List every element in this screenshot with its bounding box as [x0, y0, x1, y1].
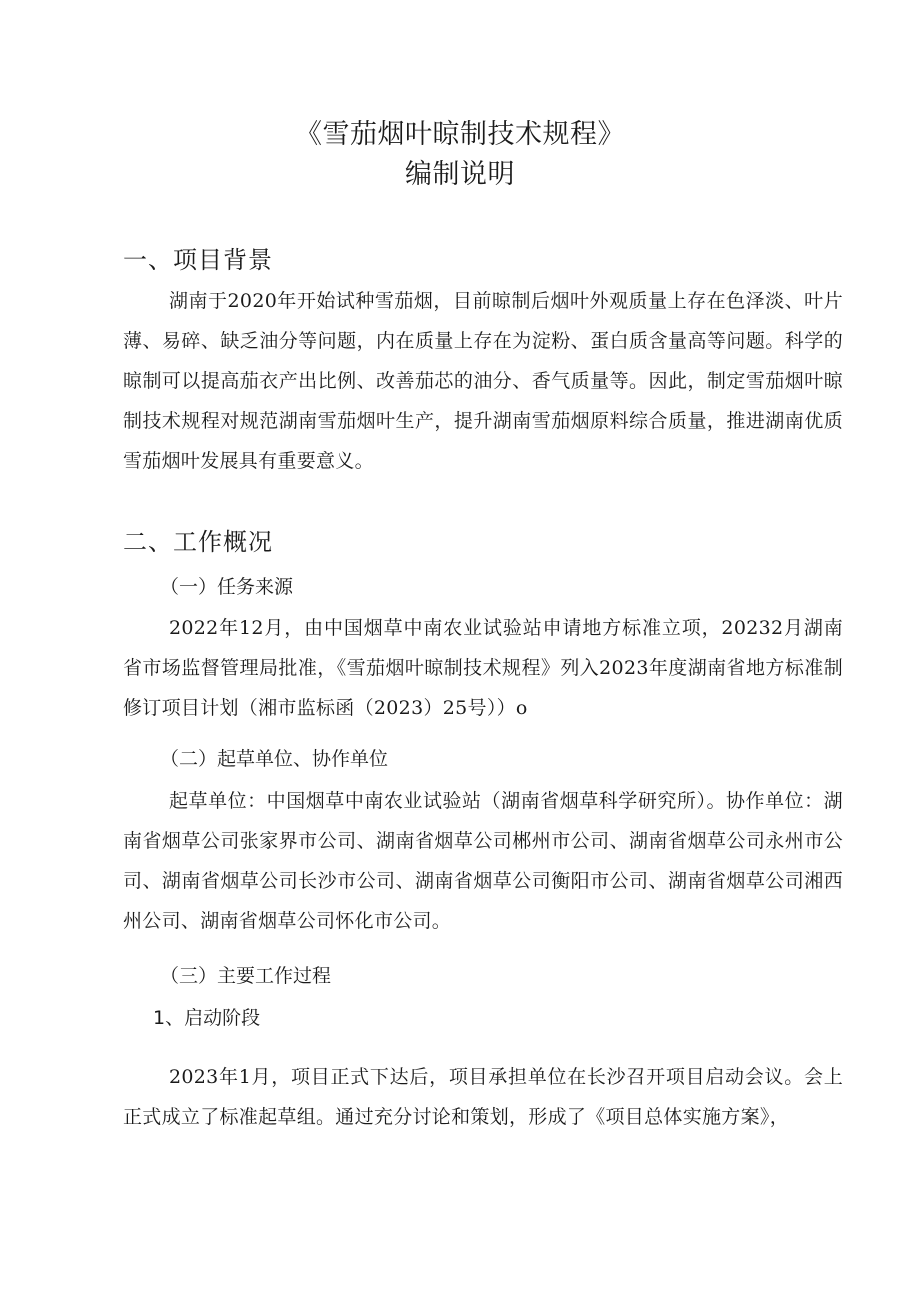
stage-heading-startup: 1、启动阶段 — [153, 1007, 261, 1029]
subsection-heading-task-source: （一）任务来源 — [160, 576, 294, 598]
section-heading-background: 一、项目背景 — [123, 246, 273, 274]
paragraph-drafting-units: 起草单位：中国烟草中南农业试验站（湖南省烟草科学研究所）。协作单位：湖南省烟草公司张家界市公司、湖南省烟草公司郴州市公司、湖南省烟草公司永州市公司、湖南省烟草公司长沙市公司、湖南省烟草公司衡阳市公司、湖南省烟草公司湘西州公司、湖南省烟草公司怀化市公司。 — [123, 790, 843, 932]
subsection-heading-work-process: （三）主要工作过程 — [160, 965, 332, 987]
section-heading-work-overview: 二、工作概况 — [123, 528, 273, 556]
paragraph-background: 湖南于2020年开始试种雪茄烟，目前晾制后烟叶外观质量上存在色泽淡、叶片薄、易碎、缺乏油分等问题，内在质量上存在为淀粉、蛋白质含量高等问题。科学的晾制可以提高茄衣产出比例、改善茄芯的油分、香气质量等。因此，制定雪茄烟叶晾制技术规程对规范湖南雪茄烟叶生产，提升湖南雪茄烟原料综合质量，推进湖南优质雪茄烟叶发展具有重要意义。 — [123, 290, 843, 472]
document-title: 《雪茄烟叶晾制技术规程》 — [295, 119, 625, 150]
document-subtitle: 编制说明 — [405, 159, 515, 190]
subsection-heading-drafting-units: （二）起草单位、协作单位 — [160, 748, 389, 770]
paragraph-startup-stage: 2023年1月，项目正式下达后，项目承担单位在长沙召开项目启动会议。会上正式成立了标准起草组。通过充分讨论和策划，形成了《项目总体实施方案》， — [123, 1066, 843, 1128]
paragraph-task-source: 2022年12月，由中国烟草中南农业试验站申请地方标准立项，20232月湖南省市场监督管理局批准，《雪茄烟叶晾制技术规程》列入2023年度湖南省地方标准制修订项目计划（湘市监标函（2023）25号））o — [123, 617, 843, 719]
